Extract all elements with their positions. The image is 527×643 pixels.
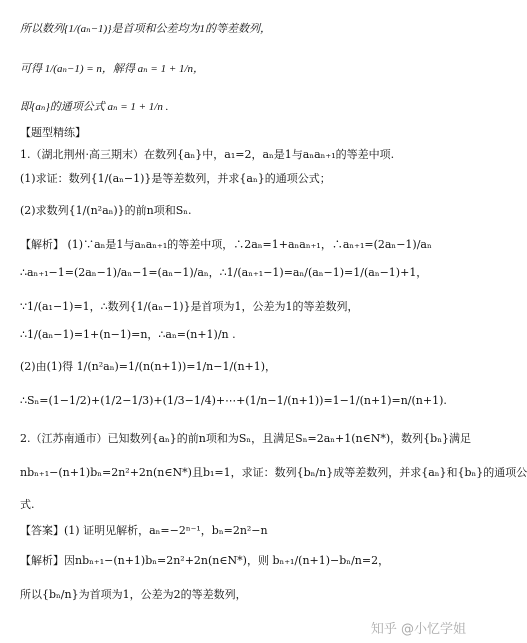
solution-2-line-2: 所以{bₙ/n}为首项为1，公差为2的等差数列， — [20, 588, 247, 601]
problem-2-stem: 2.（江苏南通市）已知数列{aₙ}的前n项和为Sₙ，且满足Sₙ=2aₙ+1(n∈N*)，数列{bₙ}满足 — [20, 432, 471, 445]
text-line-2: 可得 1/(aₙ−1) = n，解得 aₙ = 1 + 1/n， — [20, 63, 205, 75]
text-line-1: 所以数列{1/(aₙ−1)}是首项和公差均为1的等差数列， — [20, 23, 272, 35]
solution-1-line-4: ∴1/(aₙ−1)=1+(n−1)=n，∴aₙ=(n+1)/n . — [20, 328, 236, 341]
solution-1-line-6: ∴Sₙ=(1−1/2)+(1/2−1/3)+(1/3−1/4)+⋯+(1/n−1/(n+1))=1−1/(n+1)=n/(n+1). — [20, 394, 447, 407]
solution-2-line-1: 【解析】因nbₙ₊₁−(n+1)bₙ=2n²+2n(n∈N*)，则 bₙ₊₁/(n+1)−bₙ/n=2， — [20, 554, 390, 567]
solution-1-line-2: ∴aₙ₊₁−1=(2aₙ−1)/aₙ−1=(aₙ−1)/aₙ，∴1/(aₙ₊₁−1)=aₙ/(aₙ−1)=1/(aₙ−1)+1， — [20, 266, 428, 279]
answer-2: 【答案】(1) 证明见解析，aₙ=−2ⁿ⁻¹，bₙ=2n²−n — [20, 524, 268, 537]
watermark: 知乎 @小忆学姐 — [370, 622, 466, 637]
problem-1-part-1: (1)求证：数列{1/(aₙ−1)}是等差数列，并求{aₙ}的通项公式； — [20, 172, 331, 185]
problem-1-stem: 1.（湖北荆州·高三期末）在数列{aₙ}中，a₁=2，aₙ是1与aₙaₙ₊₁的等差中项. — [20, 148, 395, 161]
solution-1-line-5: (2)由(1)得 1/(n²aₙ)=1/(n(n+1))=1/n−1/(n+1)， — [20, 360, 277, 373]
solution-1-line-1: 【解析】 (1)∵aₙ是1与aₙaₙ₊₁的等差中项，∴2aₙ=1+aₙaₙ₊₁，∴aₙ₊₁=(2aₙ−1)/aₙ — [20, 238, 432, 251]
solution-1-line-3: ∵1/(a₁−1)=1，∴数列{1/(aₙ−1)}是首项为1，公差为1的等差数列， — [20, 300, 359, 313]
problem-1-part-2: (2)求数列{1/(n²aₙ)}的前n项和Sₙ. — [20, 204, 192, 217]
problem-2-stem-2: nbₙ₊₁−(n+1)bₙ=2n²+2n(n∈N*)且b₁=1，求证：数列{bₙ/n}成等差数列，并求{aₙ}和{bₙ}的通项公 — [20, 466, 527, 479]
section-heading: 【题型精练】 — [20, 126, 86, 139]
problem-2-stem-3: 式. — [20, 498, 35, 511]
text-line-3: 即{aₙ}的通项公式 aₙ = 1 + 1/n . — [20, 101, 169, 113]
